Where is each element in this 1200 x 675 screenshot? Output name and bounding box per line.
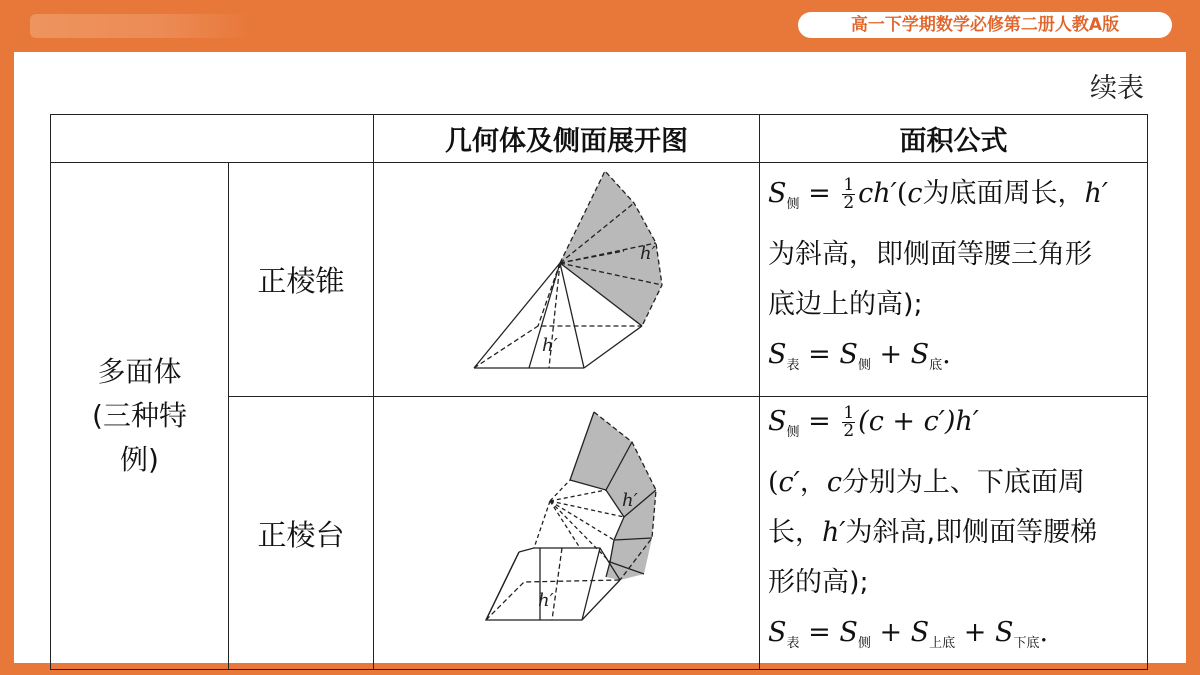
subscript-side: 侧	[786, 425, 800, 440]
symbol-s: S	[768, 617, 787, 648]
frustum-face-h-label: h′	[538, 590, 554, 611]
pyramid-net-diagram	[374, 163, 760, 396]
frustum-formula-line-5	[768, 608, 1141, 669]
category-line-1: 多面体	[97, 355, 182, 388]
symbol-s: S	[768, 406, 787, 437]
pyramid-formula-line-3: 底边上的高);	[768, 288, 923, 320]
var-c-prime: c′	[778, 467, 800, 498]
symbol-s: S	[768, 338, 787, 370]
subscript-base: 底	[929, 357, 943, 373]
subscript-bottom-base: 下底	[1013, 636, 1040, 651]
frustum-formula-line-2	[768, 458, 1141, 508]
plus-sign: +	[963, 617, 987, 648]
header-row	[51, 115, 1148, 163]
symbol-s: S	[994, 617, 1014, 648]
frustum-formula-line-4: 形的高);	[768, 567, 869, 598]
frustum-formula-line-3	[768, 508, 1141, 558]
pyramid-formula-line-1	[768, 169, 1141, 230]
header-formula: 面积公式	[760, 115, 1148, 163]
period: .	[942, 338, 951, 370]
pyramid-desc-1: 为底面周长，	[922, 177, 1085, 209]
frustum-figure-cell	[374, 397, 760, 670]
fraction-denominator: 2	[843, 421, 855, 441]
header-empty	[51, 115, 374, 163]
fraction-denominator: 2	[843, 192, 855, 213]
symbol-s: S	[768, 177, 787, 209]
frustum-net-diagram	[374, 402, 760, 664]
pyramid-fan-h-label: h′	[640, 243, 656, 264]
fraction-numerator: 1	[843, 174, 855, 195]
category-cell	[51, 163, 229, 670]
formula-table	[50, 114, 1148, 670]
header-figure: 几何体及侧面展开图	[374, 115, 760, 163]
pyramid-figure-cell	[374, 163, 760, 397]
open-paren: (	[768, 467, 779, 498]
subscript-side: 侧	[857, 357, 871, 373]
half-fraction	[842, 405, 855, 440]
frustum-desc-2a: 长，	[768, 517, 822, 548]
equals-sign: =	[808, 406, 831, 437]
pyramid-formula-cell	[760, 163, 1148, 397]
frustum-desc-1: 分别为上、下底面周	[841, 467, 1085, 498]
pyramid-formula-line-2: 为斜高，即侧面等腰三角形	[768, 238, 1092, 270]
slide-content	[14, 52, 1186, 663]
var-h: h′	[1084, 177, 1109, 209]
frustum-formula-line-1	[768, 397, 1141, 458]
symbol-s: S	[910, 617, 930, 648]
ch-term: ch′	[858, 177, 897, 209]
fraction-numerator: 1	[843, 403, 855, 423]
open-paren: (	[896, 177, 908, 209]
var-h: h′	[822, 517, 846, 548]
frustum-desc-2b: 为斜高,即侧面等腰梯	[845, 517, 1098, 548]
equals-sign: =	[808, 617, 831, 648]
symbol-s: S	[910, 338, 930, 370]
plus-sign: +	[879, 338, 903, 370]
subscript-side: 侧	[857, 636, 871, 651]
continued-label: 续表	[1090, 73, 1144, 104]
symbol-s: S	[839, 617, 858, 648]
frustum-fan-h-label: h′	[622, 490, 638, 511]
frustum-formula-cell	[760, 397, 1148, 670]
subscript-side: 侧	[786, 196, 800, 212]
subscript-surface: 表	[786, 357, 800, 373]
equals-sign: =	[808, 338, 831, 370]
subscript-surface: 表	[786, 636, 800, 651]
blurred-logo	[30, 14, 250, 38]
pyramid-face-h-label: h′	[542, 335, 558, 356]
comma: ，	[799, 467, 827, 498]
var-c: c	[826, 467, 842, 498]
table-row-pyramid	[51, 163, 1148, 397]
category-line-3: 例)	[120, 443, 159, 476]
solid-name-frustum: 正棱台	[229, 397, 374, 670]
top-banner	[0, 0, 1200, 52]
sum-term: (c + c′)h′	[858, 406, 979, 437]
equals-sign: =	[808, 177, 831, 209]
subscript-top-base: 上底	[929, 636, 956, 651]
course-badge: 高一下学期数学必修第二册人教A版	[798, 12, 1172, 38]
symbol-s: S	[839, 338, 858, 370]
solid-name-pyramid: 正棱锥	[229, 163, 374, 397]
plus-sign: +	[879, 617, 903, 648]
pyramid-formula-line-4	[768, 330, 1141, 391]
half-fraction	[842, 174, 855, 213]
period: .	[1039, 617, 1049, 648]
var-c: c	[907, 177, 923, 209]
category-line-2: (三种特	[92, 399, 187, 432]
